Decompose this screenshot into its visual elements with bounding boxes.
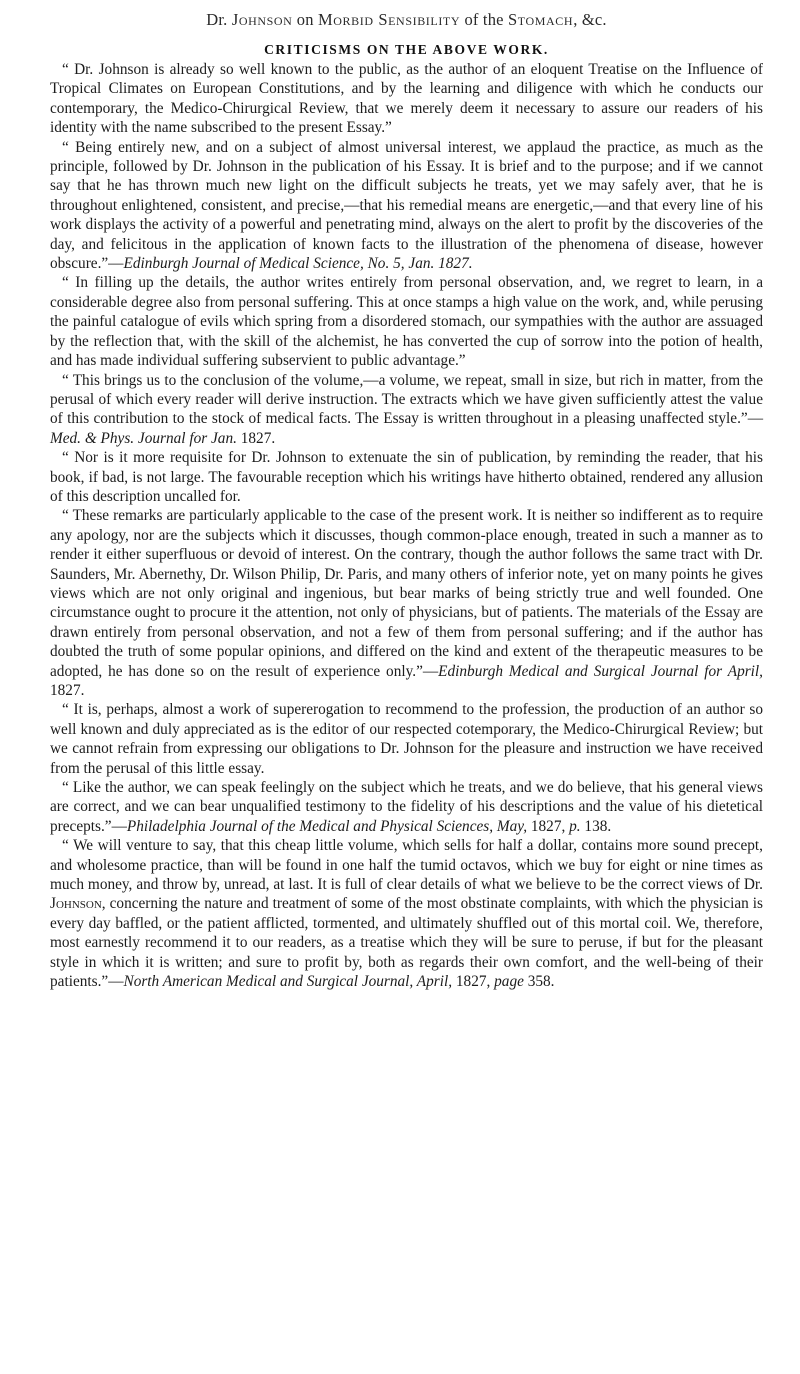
paragraph-text: “ It is, perhaps, almost a work of supererogation to recommend to the profession, the production of an author so well known and duly appreciated as is the editor of our respected cotemporary, the Medico-Chirurgical Review; but we cannot refrain from expressing our obligations to Dr. Johnson for the pleasure and instruction we have received from the perusal of this little essay. xyxy=(50,701,763,777)
paragraph-text: “ In filling up the details, the author writes entirely from personal observation, and, we regret to learn, in a considerable degree also from personal suffering. This at once stamps a high value on the work, and, while perusing the painful catalogue of evils which spring from a disordered stomach, our sympathies with the author are assuaged by the reflection that, with the skill of the alchemist, he has converted the cup of sorrow into the potion of health, and has made individual suffering subservient to public advantage.” xyxy=(50,274,763,370)
citation-page-number: 138. xyxy=(580,817,612,835)
running-head-on: on xyxy=(292,10,319,29)
running-head-author: Johnson xyxy=(231,10,293,29)
citation-year: 1827. xyxy=(236,429,276,447)
citation-year: 1827. xyxy=(50,682,85,699)
citation-source: Med. & Phys. Journal for Jan. xyxy=(50,429,237,447)
paragraph-text: “ These remarks are particularly applicable to the case of the present work. It is neither so indifferent as to require any apology, nor are the subjects which it discusses, though common-place enough, treated in such a manner as to render it either superfluous or devoid of interest. On the contrary, though the author follows the same tract with Dr. Saunders, Mr. Abernethy, Dr. Wilson Philip, Dr. Paris, and many others of inferior note, yet on many points he gives views which are not only original and ingenious, but bear marks of being strictly true and well founded. One circumstance ought to procure it the attention, not only of physicians, but of patients. The materials of the Essay are drawn entirely from personal observation, and not a few of them from personal suffering; and if the author has doubted the truth of some popular opinions, and differed on the kind and extent of the therapeutic measures to be adopted, he has done so on the result of experience only.”— xyxy=(50,507,763,680)
review-paragraph-3 xyxy=(50,273,763,370)
paragraph-text: “ Nor is it more requisite for Dr. Johnson to extenuate the sin of publication, by reminding the reader, that his book, if bad, is not large. The favourable reception which his writings have hitherto obtained, rendered any allusion of this description uncalled for. xyxy=(50,449,763,505)
citation-source: Edinburgh Journal of Medical Science, No. 5, Jan. 1827. xyxy=(123,255,473,273)
review-paragraph-1 xyxy=(50,60,763,138)
citation-page-label: page xyxy=(494,973,524,991)
running-head-organ: Stomach xyxy=(508,10,574,29)
paragraph-text: “ Like the author, we can speak feelingly on the subject which he treats, and we do believe, that his general views are correct, and we can bear unqualified testimony to the fidelity of his descriptions and the value of his dietetical precepts.”— xyxy=(50,779,763,835)
review-paragraph-7 xyxy=(50,700,763,778)
author-name: Johnson xyxy=(50,895,102,913)
running-head-topic: Morbid Sensibility xyxy=(318,10,461,29)
running-head-suffix: of the xyxy=(460,10,509,29)
section-title: CRITICISMS ON THE ABOVE WORK. xyxy=(264,42,549,57)
review-paragraph-5 xyxy=(50,448,763,506)
paragraph-text: “ Dr. Johnson is already so well known to the public, as the author of an eloquent Treatise on the Influence of Tropical Climates on European Constitutions, and by the learning and diligence with which he conducts our contemporary, the Medico-Chirurgical Review, that we merely deem it necessary to assure our readers of his identity with the name subscribed to the present Essay.” xyxy=(50,61,763,137)
review-paragraph-2 xyxy=(50,138,763,274)
paragraph-text: “ This brings us to the conclusion of the volume,—a volume, we repeat, small in size, but rich in matter, from the perusal of which every reader will derive instruction. The extracts which we have given sufficiently attest the value of this contribution to the stock of medical facts. The Essay is written throughout in a pleasing unaffected style.”— xyxy=(50,371,763,428)
review-paragraph-8 xyxy=(50,778,763,836)
running-head-prefix: Dr. xyxy=(206,10,228,29)
running-head xyxy=(50,10,763,30)
review-paragraph-9 xyxy=(50,836,763,991)
citation-source: Edinburgh Medical and Surgical Journal for April, xyxy=(438,662,763,680)
citation-source: Philadelphia Journal of the Medical and Physical Sciences, May, xyxy=(126,817,528,835)
citation-source: North American Medical and Surgical Journal, April, xyxy=(123,973,453,991)
document-page xyxy=(50,10,763,992)
paragraph-text: “ We will venture to say, that this cheap little volume, which sells for half a dollar, contains more sound precept, and wholesome practice, than will be found in one half the tumid octavos, which we buy for eight or nine times as much money, and throw by, unread, at last. It is full of clear details of what we believe to be the correct views of Dr. xyxy=(50,837,763,894)
running-head-tail: , &c. xyxy=(573,10,607,29)
review-paragraph-6 xyxy=(50,506,763,700)
citation-year: 1827, xyxy=(452,973,495,991)
citation-page-label: p. xyxy=(569,817,581,835)
paragraph-text: “ Being entirely new, and on a subject of almost universal interest, we applaud the practice, as much as the principle, followed by Dr. Johnson in the publication of his Essay. It is brief and to the purpose; and if we cannot say that he has thrown much new light on the difficult subjects he treats, yet we may safely aver, that he is throughout enlightened, consistent, and precise,—that his remedial means are energetic,—and that every line of his work displays the activity of a powerful and penetrating mind, always on the alert to profit by the discoveries of the day, and felicitous in the application of known facts to the illustration of the phenomena of disease, however obscure.”— xyxy=(50,138,763,273)
citation-year: 1827, xyxy=(527,817,570,835)
citation-page-number: 358. xyxy=(523,973,555,991)
review-paragraph-4 xyxy=(50,371,763,449)
paragraph-text: , concerning the nature and treatment of some of the most obstinate complaints, with which the physician is every day baffled, or the patient afflicted, tormented, and ultimately shuffled out of this mortal coil. We, therefore, most earnestly recommend it to our readers, as a treatise which they will be sure to peruse, if but for the pleasant style in which it is written; and sure to profit by, both as regards their own comfort, and the well-being of their patients.”— xyxy=(50,895,763,991)
